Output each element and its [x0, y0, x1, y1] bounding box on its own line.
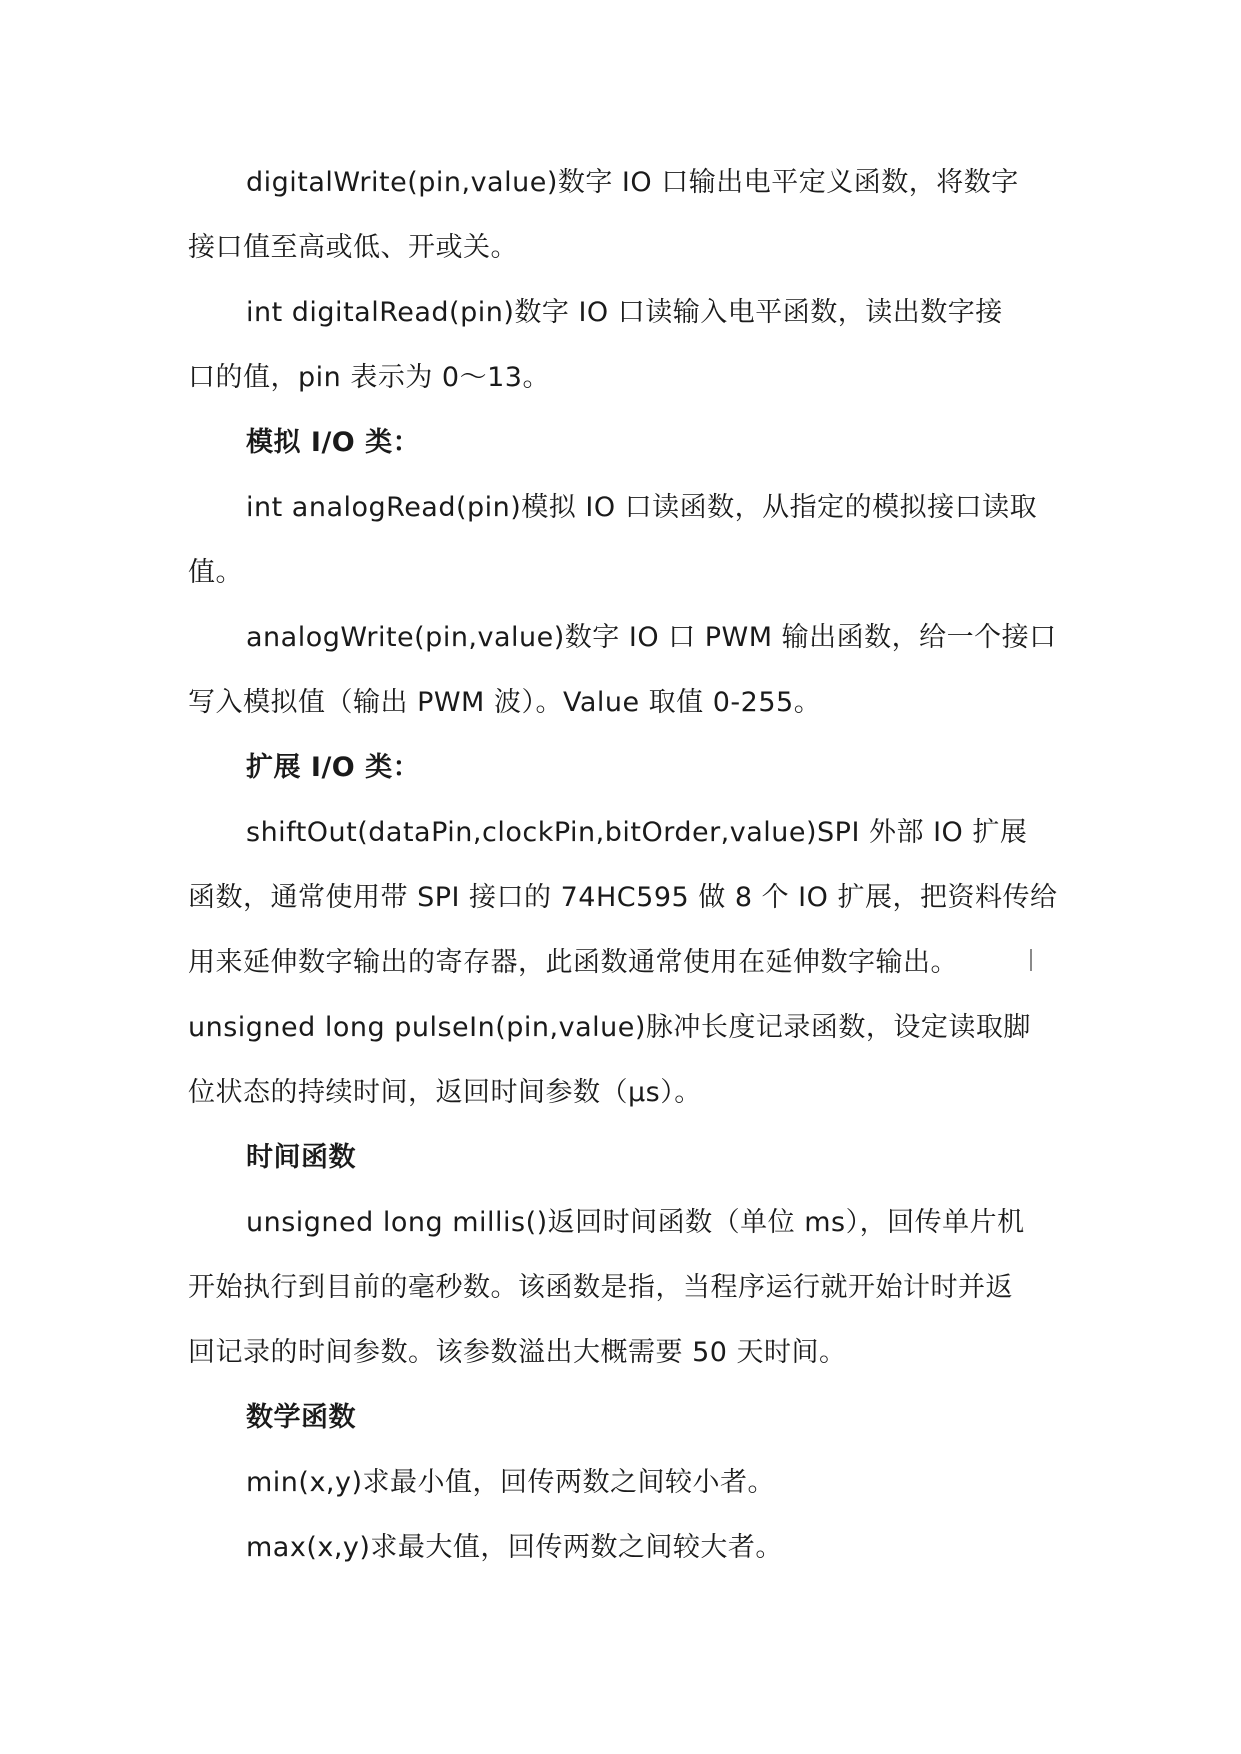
paragraph-max: max(x,y)求最大值，回传两数之间较大者。 [246, 1532, 783, 1563]
paragraph-millis-line-2: 开始执行到目前的毫秒数。该函数是指，当程序运行就开始计时并返 [188, 1272, 1013, 1303]
paragraph-digitalread-line-2: 口的值，pin 表示为 0～13。 [188, 362, 550, 393]
paragraph-digitalread-line-1: int digitalRead(pin)数字 IO 口读输入电平函数，读出数字接 [246, 297, 1003, 328]
paragraph-analogwrite-line-2: 写入模拟值（输出 PWM 波）。Value 取值 0-255。 [188, 687, 822, 718]
paragraph-digitalwrite-line-1: digitalWrite(pin,value)数字 IO 口输出电平定义函数，将数字 [246, 167, 1019, 198]
heading-time-functions: 时间函数 [246, 1142, 356, 1173]
heading-math-functions: 数学函数 [246, 1402, 356, 1433]
paragraph-pulsein-line-2: 位状态的持续时间，返回时间参数（μs）。 [188, 1077, 702, 1108]
heading-analog-io: 模拟 I/O 类： [246, 427, 421, 458]
paragraph-millis-line-3: 回记录的时间参数。该参数溢出大概需要 50 天时间。 [188, 1337, 847, 1368]
paragraph-analogread-line-1: int analogRead(pin)模拟 IO 口读函数，从指定的模拟接口读取 [246, 492, 1038, 523]
text-cursor-mark [1030, 949, 1032, 971]
document-body [188, 150, 1058, 1580]
heading-extended-io: 扩展 I/O 类： [246, 752, 421, 783]
paragraph-min: min(x,y)求最小值，回传两数之间较小者。 [246, 1467, 776, 1498]
paragraph-millis-line-1: unsigned long millis()返回时间函数（单位 ms），回传单片机 [246, 1207, 1025, 1238]
paragraph-shiftout-line-3: 用来延伸数字输出的寄存器，此函数通常使用在延伸数字输出。 [188, 947, 958, 978]
paragraph-pulsein-line-1: unsigned long pulseIn(pin,value)脉冲长度记录函数，设定读取脚 [188, 1012, 1031, 1043]
paragraph-shiftout-line-1: shiftOut(dataPin,clockPin,bitOrder,value)SPI 外部 IO 扩展 [246, 817, 1028, 848]
paragraph-analogread-line-2: 值。 [188, 557, 243, 588]
paragraph-digitalwrite-line-2: 接口值至高或低、开或关。 [188, 232, 518, 263]
paragraph-shiftout-line-2: 函数，通常使用带 SPI 接口的 74HC595 做 8 个 IO 扩展，把资料传给 [188, 882, 1058, 913]
paragraph-analogwrite-line-1: analogWrite(pin,value)数字 IO 口 PWM 输出函数，给一个接口 [246, 622, 1057, 653]
